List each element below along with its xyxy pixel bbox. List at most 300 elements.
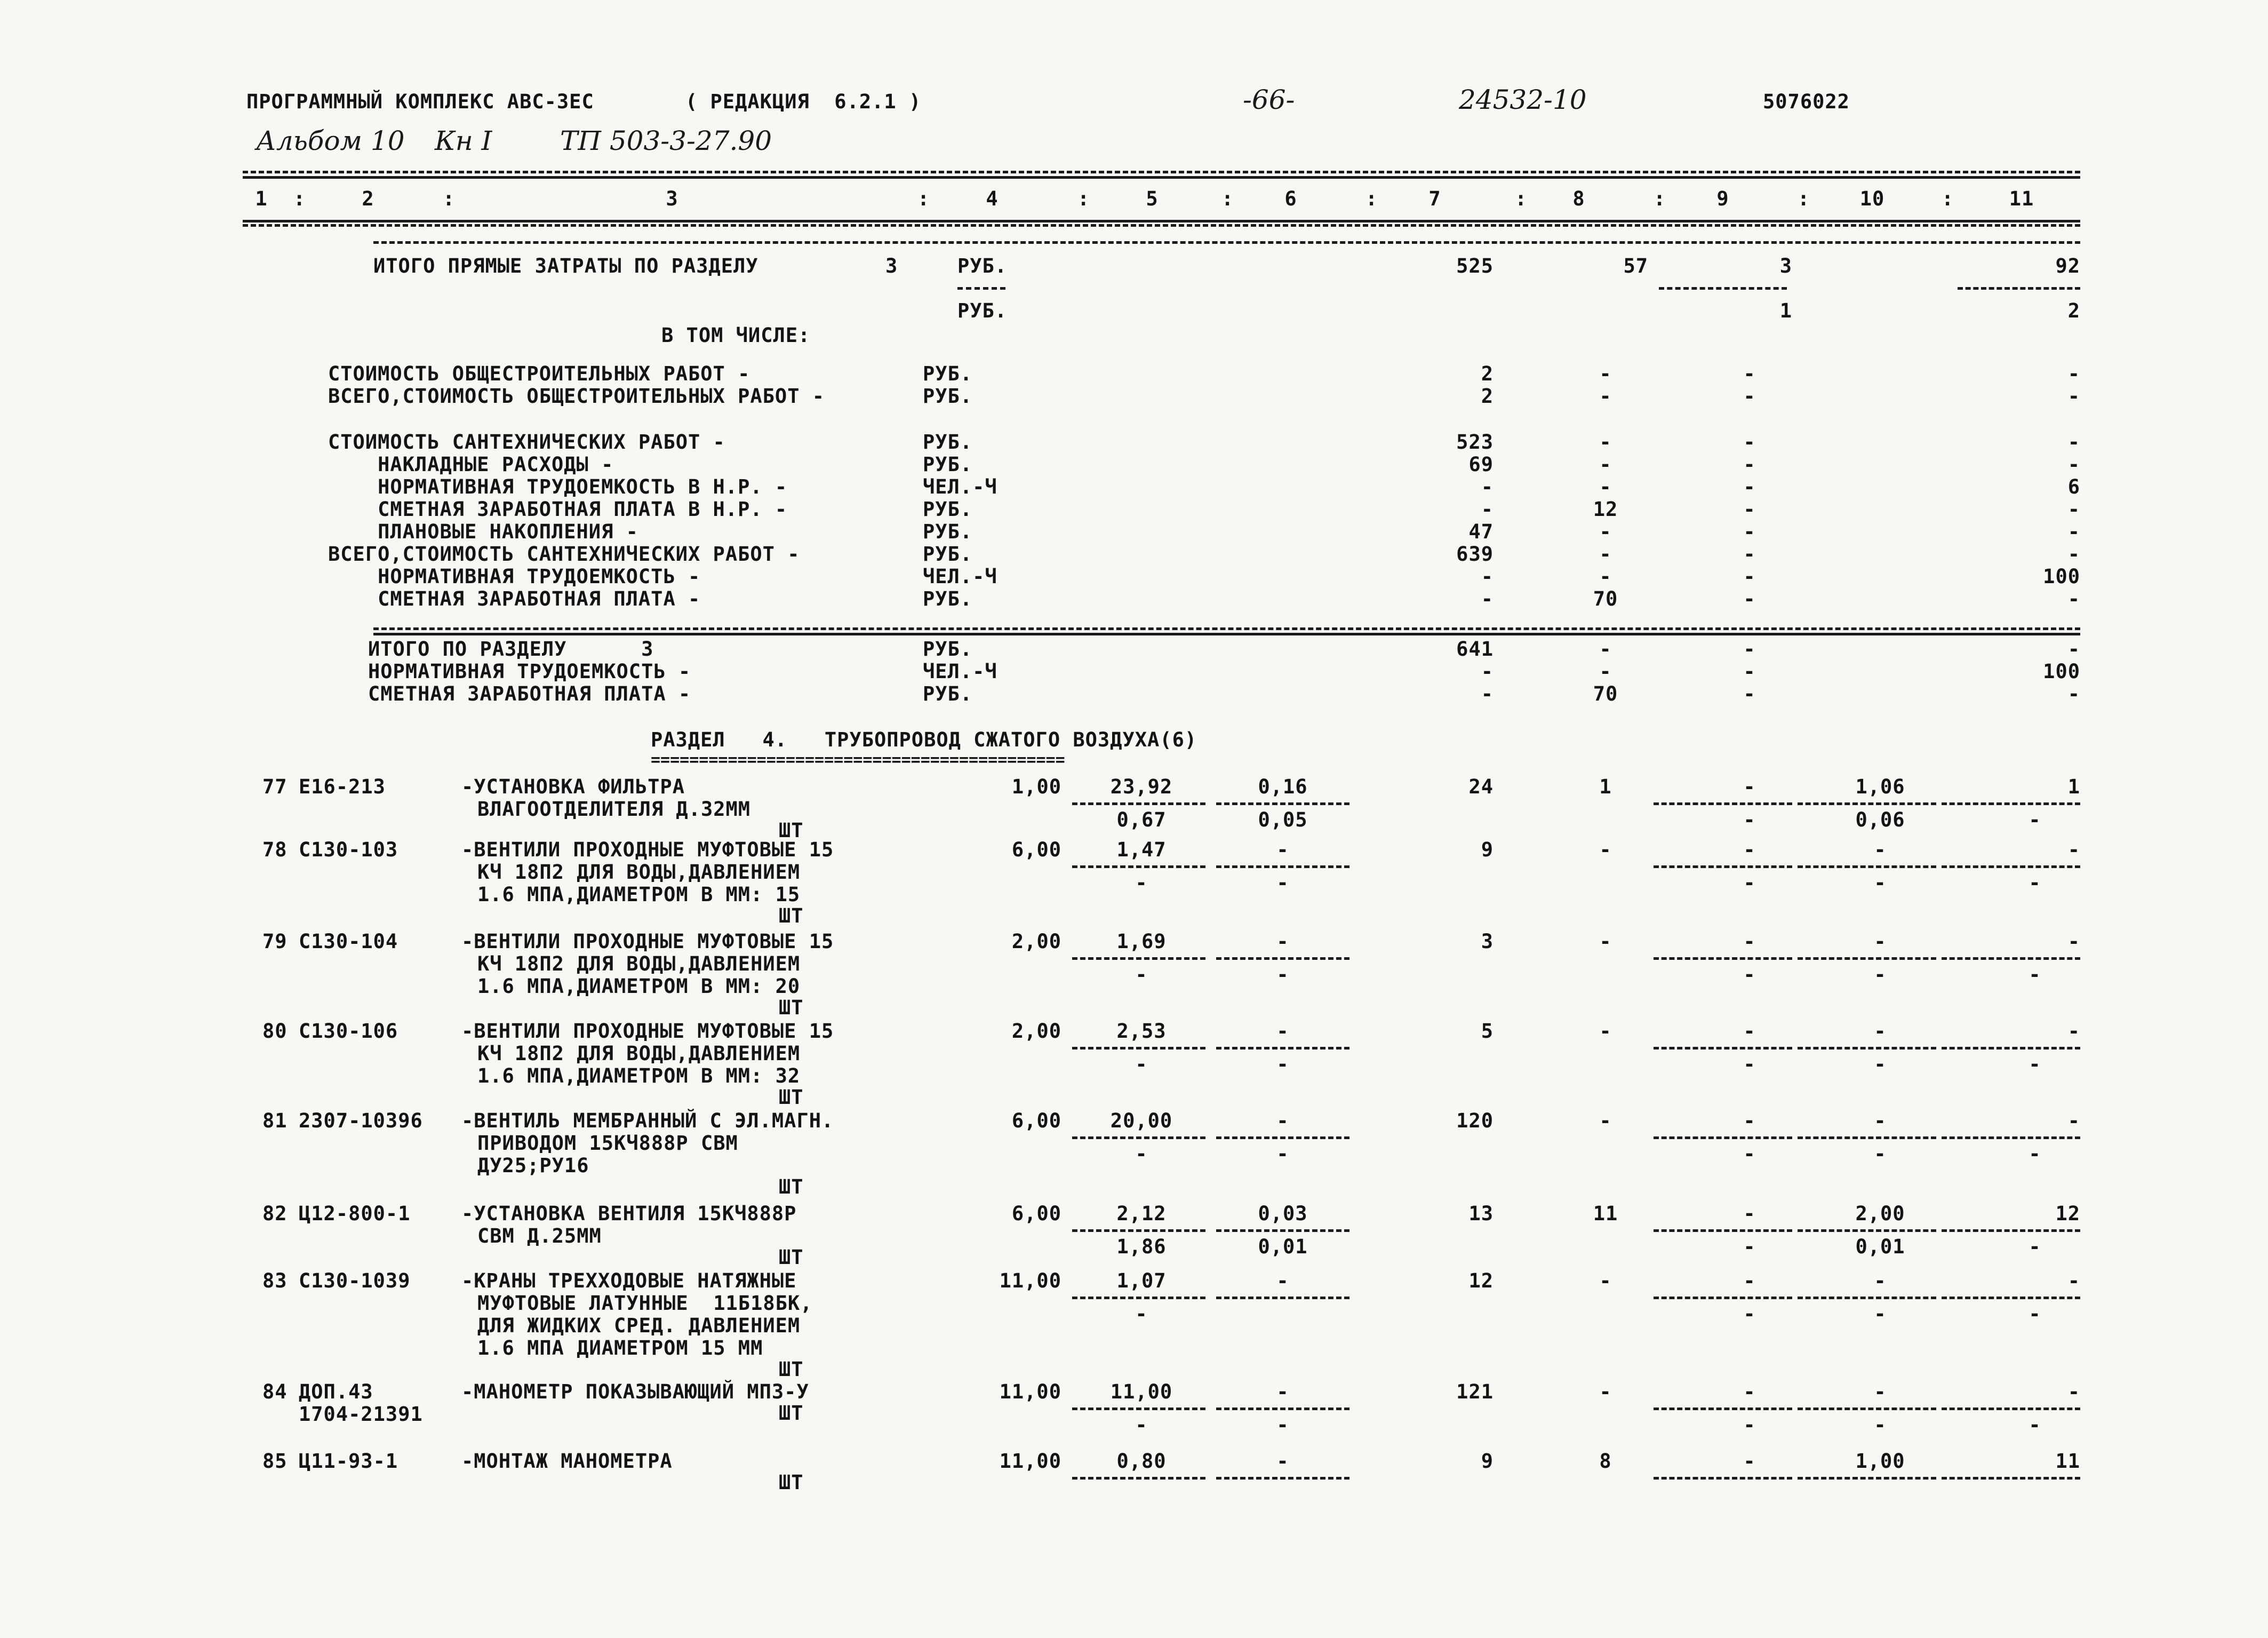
- item-rule: [1072, 1136, 1205, 1139]
- item-c8: 1: [1599, 775, 1612, 798]
- item-c8: -: [1599, 1020, 1612, 1043]
- item-rule: [1942, 1229, 2080, 1232]
- section-total-label: НОРМАТИВНАЯ ТРУДОЕМКОСТЬ -: [368, 660, 691, 683]
- summary-row-label: НОРМАТИВНАЯ ТРУДОЕМКОСТЬ -: [328, 565, 701, 588]
- item-rule: [1654, 1229, 1792, 1232]
- summary-row-c11: -: [2067, 520, 2080, 543]
- item-description-line: ПРИВОДОМ 15КЧ888Р СВМ: [477, 1132, 738, 1155]
- item-number: 85: [262, 1450, 288, 1473]
- item-description-line: -УСТАНОВКА ФИЛЬТРА: [461, 775, 685, 798]
- item-rule: [1216, 1297, 1349, 1299]
- item-unit: ШТ: [779, 1402, 804, 1425]
- item-c7: 12: [1468, 1269, 1494, 1292]
- item-rule: [1072, 1477, 1205, 1480]
- summary-row-label: СТОИМОСТЬ ОБЩЕСТРОИТЕЛЬНЫХ РАБОТ -: [328, 362, 750, 385]
- item-unit: ШТ: [779, 1471, 804, 1494]
- item-c10: -: [1874, 1269, 1887, 1292]
- item-c10b: -: [1874, 963, 1887, 986]
- column-separator: :: [917, 187, 930, 210]
- item-unit: ШТ: [779, 819, 804, 842]
- item-quantity: 6,00: [1011, 1202, 1061, 1225]
- item-rule: [1798, 865, 1936, 868]
- item-price-2: 0,03: [1258, 1202, 1308, 1225]
- item-description-line: -ВЕНТИЛЬ МЕМБРАННЫЙ С ЭЛ.МАГН.: [461, 1109, 834, 1132]
- item-rule: [1654, 1136, 1792, 1139]
- header-rule-bottom: [243, 220, 2080, 222]
- item-c11b: -: [2029, 1053, 2041, 1076]
- item-rule: [1798, 1229, 1936, 1232]
- item-rule: [1072, 1047, 1205, 1049]
- summary-row-label: НАКЛАДНЫЕ РАСХОДЫ -: [328, 453, 614, 476]
- item-number: 83: [262, 1269, 288, 1292]
- item-description-line: -КРАНЫ ТРЕХХОДОВЫЕ НАТЯЖНЫЕ: [461, 1269, 797, 1292]
- section-total-c11: 100: [2043, 660, 2080, 683]
- item-description-line: -ВЕНТИЛИ ПРОХОДНЫЕ МУФТОВЫЕ 15: [461, 838, 834, 861]
- item-c10b: -: [1874, 871, 1887, 894]
- item-description-line: -ВЕНТИЛИ ПРОХОДНЫЕ МУФТОВЫЕ 15: [461, 930, 834, 953]
- section-total-c9: -: [1743, 682, 1756, 705]
- item-c7: 13: [1468, 1202, 1494, 1225]
- item-price-2b: 0,05: [1258, 808, 1308, 831]
- item-unit: ШТ: [779, 1175, 804, 1198]
- header-rule-top2: [243, 176, 2080, 179]
- summary-row-unit: РУБ.: [923, 385, 973, 408]
- summary-row-label: СТОИМОСТЬ САНТЕХНИЧЕСКИХ РАБОТ -: [328, 431, 725, 454]
- item-price-2b: -: [1276, 871, 1289, 894]
- item-rule: [1072, 865, 1205, 868]
- column-separator: :: [1942, 187, 1954, 210]
- item-description-line: КЧ 18П2 ДЛЯ ВОДЫ,ДАВЛЕНИЕМ: [477, 861, 801, 884]
- item-rule: [1798, 1408, 1936, 1410]
- item-c8: -: [1599, 1109, 1612, 1132]
- item-rule: [1654, 957, 1792, 960]
- summary-row-c7: 639: [1456, 543, 1494, 566]
- item-code: Е16-213: [299, 775, 386, 798]
- c11-rule: [1958, 287, 2080, 290]
- item-c7: 121: [1456, 1380, 1494, 1403]
- item-c11b: -: [2029, 1142, 2041, 1165]
- summary-row-c11: -: [2067, 498, 2080, 521]
- item-price-1: 1,69: [1116, 930, 1167, 953]
- item-c8: 8: [1599, 1450, 1612, 1473]
- summary-row-unit: РУБ.: [923, 453, 973, 476]
- column-separator: :: [1515, 187, 1528, 210]
- c9-rule: [1659, 287, 1787, 290]
- summary-row-unit: РУБ.: [923, 431, 973, 454]
- item-c10: 1,00: [1855, 1450, 1905, 1473]
- item-c11: -: [2067, 1109, 2080, 1132]
- summary-row-c9: -: [1743, 498, 1756, 521]
- item-number: 81: [262, 1109, 288, 1132]
- item-rule: [1072, 1297, 1205, 1299]
- item-c11: -: [2067, 930, 2080, 953]
- summary-row-c8: -: [1599, 543, 1612, 566]
- summary-row-unit: РУБ.: [923, 587, 973, 610]
- item-c9: -: [1743, 1269, 1756, 1292]
- column-header-9: 9: [1716, 187, 1729, 210]
- item-c9: -: [1743, 930, 1756, 953]
- book-label: Кн I: [435, 125, 492, 156]
- summary-row-c8: 70: [1593, 587, 1618, 610]
- summary-row-unit: РУБ.: [923, 520, 973, 543]
- including-label: В ТОМ ЧИСЛЕ:: [661, 324, 811, 347]
- item-c10b: -: [1874, 1053, 1887, 1076]
- section-total-c8: -: [1599, 660, 1612, 683]
- item-price-2: -: [1276, 838, 1289, 861]
- summary-row-unit: РУБ.: [923, 498, 973, 521]
- item-price-1b: -: [1135, 871, 1148, 894]
- item-price-2: -: [1276, 1380, 1289, 1403]
- item-quantity: 6,00: [1011, 1109, 1061, 1132]
- item-c7: 3: [1481, 930, 1494, 953]
- item-price-2b: -: [1276, 1053, 1289, 1076]
- item-c10: -: [1874, 1380, 1887, 1403]
- summary-row-c7: 2: [1481, 385, 1494, 408]
- item-c10b: -: [1874, 1142, 1887, 1165]
- item-quantity: 11,00: [999, 1380, 1061, 1403]
- item-number: 80: [262, 1020, 288, 1043]
- item-c9b: -: [1743, 1413, 1756, 1436]
- item-c11: -: [2067, 1269, 2080, 1292]
- summary-row-c11: 100: [2043, 565, 2080, 588]
- item-c7: 5: [1481, 1020, 1494, 1043]
- item-description-line: 1.6 МПА,ДИАМЕТРОМ В ММ: 20: [477, 975, 801, 998]
- item-rule: [1072, 802, 1205, 805]
- summary-row-label: НОРМАТИВНАЯ ТРУДОЕМКОСТЬ В Н.Р. -: [328, 475, 788, 498]
- item-price-2: 0,16: [1258, 775, 1308, 798]
- item-unit: ШТ: [779, 1086, 804, 1109]
- column-header-7: 7: [1428, 187, 1441, 210]
- item-c11b: -: [2029, 1235, 2041, 1258]
- item-rule: [1654, 865, 1792, 868]
- item-c9b: -: [1743, 871, 1756, 894]
- item-description-line: -МАНОМЕТР ПОКАЗЫВАЮЩИЙ МП3-У: [461, 1380, 809, 1403]
- item-price-2b: -: [1276, 1142, 1289, 1165]
- item-c9: -: [1743, 775, 1756, 798]
- item-rule: [1216, 1477, 1349, 1480]
- item-description-line: 1.6 МПА,ДИАМЕТРОМ В ММ: 32: [477, 1064, 801, 1087]
- item-rule: [1216, 1047, 1349, 1049]
- item-price-1: 11,00: [1110, 1380, 1173, 1403]
- summary-row-c11: -: [2067, 362, 2080, 385]
- total-direct-section: 3: [885, 255, 898, 277]
- column-separator: :: [443, 187, 456, 210]
- summary-row-c7: 523: [1456, 431, 1494, 454]
- summary-row-c8: -: [1599, 475, 1612, 498]
- summary-row-c7: 2: [1481, 362, 1494, 385]
- item-price-1b: -: [1135, 963, 1148, 986]
- item-c11b: -: [2029, 963, 2041, 986]
- item-code: С130-103: [299, 838, 398, 861]
- item-rule: [1942, 802, 2080, 805]
- item-price-2: -: [1276, 1020, 1289, 1043]
- item-c8: -: [1599, 1269, 1612, 1292]
- item-c9: -: [1743, 1380, 1756, 1403]
- item-price-2: -: [1276, 1109, 1289, 1132]
- total-direct-unit: РУБ.: [957, 255, 1008, 277]
- item-code: ДОП.43: [299, 1380, 373, 1403]
- summary-row-c9: -: [1743, 385, 1756, 408]
- item-c11b: -: [2029, 1413, 2041, 1436]
- item-c9: -: [1743, 1020, 1756, 1043]
- item-c11b: -: [2029, 808, 2041, 831]
- column-header-10: 10: [1859, 187, 1885, 210]
- item-c10b: 0,01: [1855, 1235, 1905, 1258]
- item-c7: 24: [1468, 775, 1494, 798]
- item-unit: ШТ: [779, 904, 804, 927]
- album-label: Альбом 10: [256, 125, 405, 156]
- item-rule: [1942, 1477, 2080, 1480]
- page-number: -66-: [1243, 84, 1295, 115]
- item-c7: 9: [1481, 1450, 1494, 1473]
- summary-row-c9: -: [1743, 453, 1756, 476]
- summary-rule: [373, 241, 2080, 244]
- item-description-line: ВЛАГООТДЕЛИТЕЛЯ Д.32ММ: [477, 798, 751, 821]
- item-description-line: КЧ 18П2 ДЛЯ ВОДЫ,ДАВЛЕНИЕМ: [477, 1042, 801, 1065]
- item-number: 78: [262, 838, 288, 861]
- item-rule: [1216, 1136, 1349, 1139]
- item-unit: ШТ: [779, 1358, 804, 1381]
- summary-row-c11: -: [2067, 431, 2080, 454]
- summary-row-c8: -: [1599, 520, 1612, 543]
- item-c10: -: [1874, 1109, 1887, 1132]
- header-rule-bottom2: [243, 224, 2080, 227]
- item-number: 79: [262, 930, 288, 953]
- section-total-unit: РУБ.: [923, 682, 973, 705]
- item-c9b: -: [1743, 1235, 1756, 1258]
- column-separator: :: [293, 187, 306, 210]
- section-total-c7: -: [1481, 682, 1494, 705]
- summary-row-c9: -: [1743, 431, 1756, 454]
- item-price-2: -: [1276, 1269, 1289, 1292]
- item-price-1: 20,00: [1110, 1109, 1173, 1132]
- summary-row-c8: -: [1599, 431, 1612, 454]
- item-rule: [1072, 1408, 1205, 1410]
- item-rule: [1798, 1477, 1936, 1480]
- column-header-4: 4: [986, 187, 999, 210]
- item-price-1b: 1,86: [1116, 1235, 1167, 1258]
- item-rule: [1216, 957, 1349, 960]
- total-c8: 57: [1623, 255, 1648, 277]
- item-price-1: 0,80: [1116, 1450, 1167, 1473]
- item-rule: [1654, 1047, 1792, 1049]
- section-total-rule: [373, 627, 2080, 630]
- item-price-2b: -: [1276, 963, 1289, 986]
- column-separator: :: [1798, 187, 1810, 210]
- item-c7: 120: [1456, 1109, 1494, 1132]
- item-c10b: -: [1874, 1413, 1887, 1436]
- total-c11: 92: [2055, 255, 2080, 277]
- column-separator: :: [1365, 187, 1378, 210]
- section-total-unit: РУБ.: [923, 638, 973, 661]
- item-c10: -: [1874, 838, 1887, 861]
- section-total-unit: ЧЕЛ.-Ч: [923, 660, 997, 683]
- item-c10b: 0,06: [1855, 808, 1905, 831]
- item-rule: [1798, 1136, 1936, 1139]
- section-total-c11: -: [2067, 638, 2080, 661]
- summary-row-unit: РУБ.: [923, 543, 973, 566]
- section-total-c11: -: [2067, 682, 2080, 705]
- item-rule: [1216, 1229, 1349, 1232]
- item-rule: [1942, 865, 2080, 868]
- item-rule: [1216, 802, 1349, 805]
- summary-row-unit: РУБ.: [923, 362, 973, 385]
- column-header-2: 2: [362, 187, 374, 210]
- item-number: 84: [262, 1380, 288, 1403]
- item-c10: -: [1874, 1020, 1887, 1043]
- column-header-6: 6: [1284, 187, 1297, 210]
- summary-row-label: ПЛАНОВЫЕ НАКОПЛЕНИЯ -: [328, 520, 638, 543]
- summary-row-c11: -: [2067, 587, 2080, 610]
- summary-row-c11: -: [2067, 453, 2080, 476]
- item-description-line: 1.6 МПА ДИАМЕТРОМ 15 ММ: [477, 1337, 763, 1359]
- item-c10: 1,06: [1855, 775, 1905, 798]
- summary-row-c9: -: [1743, 520, 1756, 543]
- program-name: ПРОГРАММНЫЙ КОМПЛЕКС АВС-ЗЕС: [246, 90, 594, 113]
- section-total-c8: -: [1599, 638, 1612, 661]
- summary-row-c8: -: [1599, 565, 1612, 588]
- item-price-1: 2,12: [1116, 1202, 1167, 1225]
- column-separator: :: [1077, 187, 1090, 210]
- item-description-line: ДУ25;РУ16: [477, 1154, 589, 1177]
- summary-row-c11: -: [2067, 385, 2080, 408]
- column-header-8: 8: [1572, 187, 1585, 210]
- item-code: Ц11-93-1: [299, 1450, 398, 1473]
- total-c9b: 1: [1779, 299, 1792, 322]
- item-rule: [1942, 1136, 2080, 1139]
- summary-row-c8: -: [1599, 453, 1612, 476]
- item-price-1: 1,47: [1116, 838, 1167, 861]
- total-c11b: 2: [2067, 299, 2080, 322]
- total-c7: 525: [1456, 255, 1494, 277]
- item-c9b: -: [1743, 808, 1756, 831]
- summary-row-c8: -: [1599, 385, 1612, 408]
- item-c9: -: [1743, 1109, 1756, 1132]
- item-rule: [1654, 1408, 1792, 1410]
- item-code: Ц12-800-1: [299, 1202, 411, 1225]
- item-price-1b: -: [1135, 1142, 1148, 1165]
- item-c9: -: [1743, 838, 1756, 861]
- section-total-c9: -: [1743, 638, 1756, 661]
- item-c10b: -: [1874, 1302, 1887, 1325]
- section-total-c9: -: [1743, 660, 1756, 683]
- item-code: С130-1039: [299, 1269, 411, 1292]
- summary-row-c7: -: [1481, 475, 1494, 498]
- item-description-line: ДЛЯ ЖИДКИХ СРЕД. ДАВЛЕНИЕМ: [477, 1314, 801, 1337]
- project-label: ТП 503-3-27.90: [560, 125, 772, 156]
- item-quantity: 1,00: [1011, 775, 1061, 798]
- item-c9: -: [1743, 1202, 1756, 1225]
- item-quantity: 11,00: [999, 1450, 1061, 1473]
- item-c11: 12: [2055, 1202, 2080, 1225]
- item-description-line: СВМ Д.25ММ: [477, 1224, 602, 1247]
- item-rule: [1654, 1297, 1792, 1299]
- item-rule: [1942, 957, 2080, 960]
- section-total-c7: 641: [1456, 638, 1494, 661]
- item-quantity: 2,00: [1011, 930, 1061, 953]
- item-rule: [1798, 802, 1936, 805]
- document-number: 24532-10: [1459, 84, 1587, 115]
- item-rule: [1798, 1047, 1936, 1049]
- summary-row-c9: -: [1743, 543, 1756, 566]
- item-rule: [1072, 957, 1205, 960]
- column-header-1: 1: [255, 187, 268, 210]
- item-c10: -: [1874, 930, 1887, 953]
- item-c9b: -: [1743, 963, 1756, 986]
- item-price-1: 1,07: [1116, 1269, 1167, 1292]
- item-c8: -: [1599, 930, 1612, 953]
- item-c9b: -: [1743, 1142, 1756, 1165]
- summary-row-label: СМЕТНАЯ ЗАРАБОТНАЯ ПЛАТА -: [328, 587, 701, 610]
- item-rule: [1798, 957, 1936, 960]
- item-price-1b: -: [1135, 1053, 1148, 1076]
- summary-row-label: ВСЕГО,СТОИМОСТЬ ОБЩЕСТРОИТЕЛЬНЫХ РАБОТ -: [328, 385, 825, 408]
- item-unit: ШТ: [779, 1246, 804, 1269]
- section-total-c8: 70: [1593, 682, 1618, 705]
- column-separator: :: [1221, 187, 1234, 210]
- total-c9: 3: [1779, 255, 1792, 277]
- item-price-2b: 0,01: [1258, 1235, 1308, 1258]
- item-c7: 9: [1481, 838, 1494, 861]
- item-number: 82: [262, 1202, 288, 1225]
- item-price-1: 23,92: [1110, 775, 1173, 798]
- item-c11b: -: [2029, 871, 2041, 894]
- item-c11: 1: [2067, 775, 2080, 798]
- item-code: С130-106: [299, 1020, 398, 1043]
- summary-row-c7: 69: [1468, 453, 1494, 476]
- item-description-line: -МОНТАЖ МАНОМЕТРА: [461, 1450, 673, 1473]
- item-c11b: -: [2029, 1302, 2041, 1325]
- summary-row-c11: -: [2067, 543, 2080, 566]
- summary-row-c9: -: [1743, 475, 1756, 498]
- item-price-1: 2,53: [1116, 1020, 1167, 1043]
- item-quantity: 2,00: [1011, 1020, 1061, 1043]
- item-rule: [1654, 1477, 1792, 1480]
- section4-title: РАЗДЕЛ 4. ТРУБОПРОВОД СЖАТОГО ВОЗДУХА(6): [651, 728, 1197, 751]
- item-description-line: 1.6 МПА,ДИАМЕТРОМ В ММ: 15: [477, 883, 801, 906]
- item-code: 2307-10396: [299, 1109, 423, 1132]
- summary-row-label: ВСЕГО,СТОИМОСТЬ САНТЕХНИЧЕСКИХ РАБОТ -: [328, 543, 800, 566]
- section-total-label: СМЕТНАЯ ЗАРАБОТНАЯ ПЛАТА -: [368, 682, 691, 705]
- item-price-2: -: [1276, 930, 1289, 953]
- summary-row-unit: ЧЕЛ.-Ч: [923, 475, 997, 498]
- summary-row-c8: 12: [1593, 498, 1618, 521]
- summary-row-c7: -: [1481, 498, 1494, 521]
- item-quantity: 11,00: [999, 1269, 1061, 1292]
- item-quantity: 6,00: [1011, 838, 1061, 861]
- total-direct-label: ИТОГО ПРЯМЫЕ ЗАТРАТЫ ПО РАЗДЕЛУ: [373, 255, 758, 277]
- item-code: С130-104: [299, 930, 398, 953]
- item-c11: -: [2067, 1380, 2080, 1403]
- item-rule: [1216, 1408, 1349, 1410]
- column-separator: :: [1654, 187, 1666, 210]
- summary-row-c9: -: [1743, 587, 1756, 610]
- item-price-1b: -: [1135, 1302, 1148, 1325]
- summary-row-unit: ЧЕЛ.-Ч: [923, 565, 997, 588]
- item-c8: 11: [1593, 1202, 1618, 1225]
- item-price-2: -: [1276, 1450, 1289, 1473]
- item-description-line: -ВЕНТИЛИ ПРОХОДНЫЕ МУФТОВЫЕ 15: [461, 1020, 834, 1043]
- item-rule: [1654, 802, 1792, 805]
- item-price-2b: -: [1276, 1413, 1289, 1436]
- document-code: 5076022: [1763, 90, 1850, 113]
- total-direct-unit-2: РУБ.: [957, 299, 1008, 322]
- item-price-1b: 0,67: [1116, 808, 1167, 831]
- column-header-11: 11: [2009, 187, 2034, 210]
- column-header-3: 3: [666, 187, 678, 210]
- item-rule: [1072, 1229, 1205, 1232]
- item-rule: [1942, 1297, 2080, 1299]
